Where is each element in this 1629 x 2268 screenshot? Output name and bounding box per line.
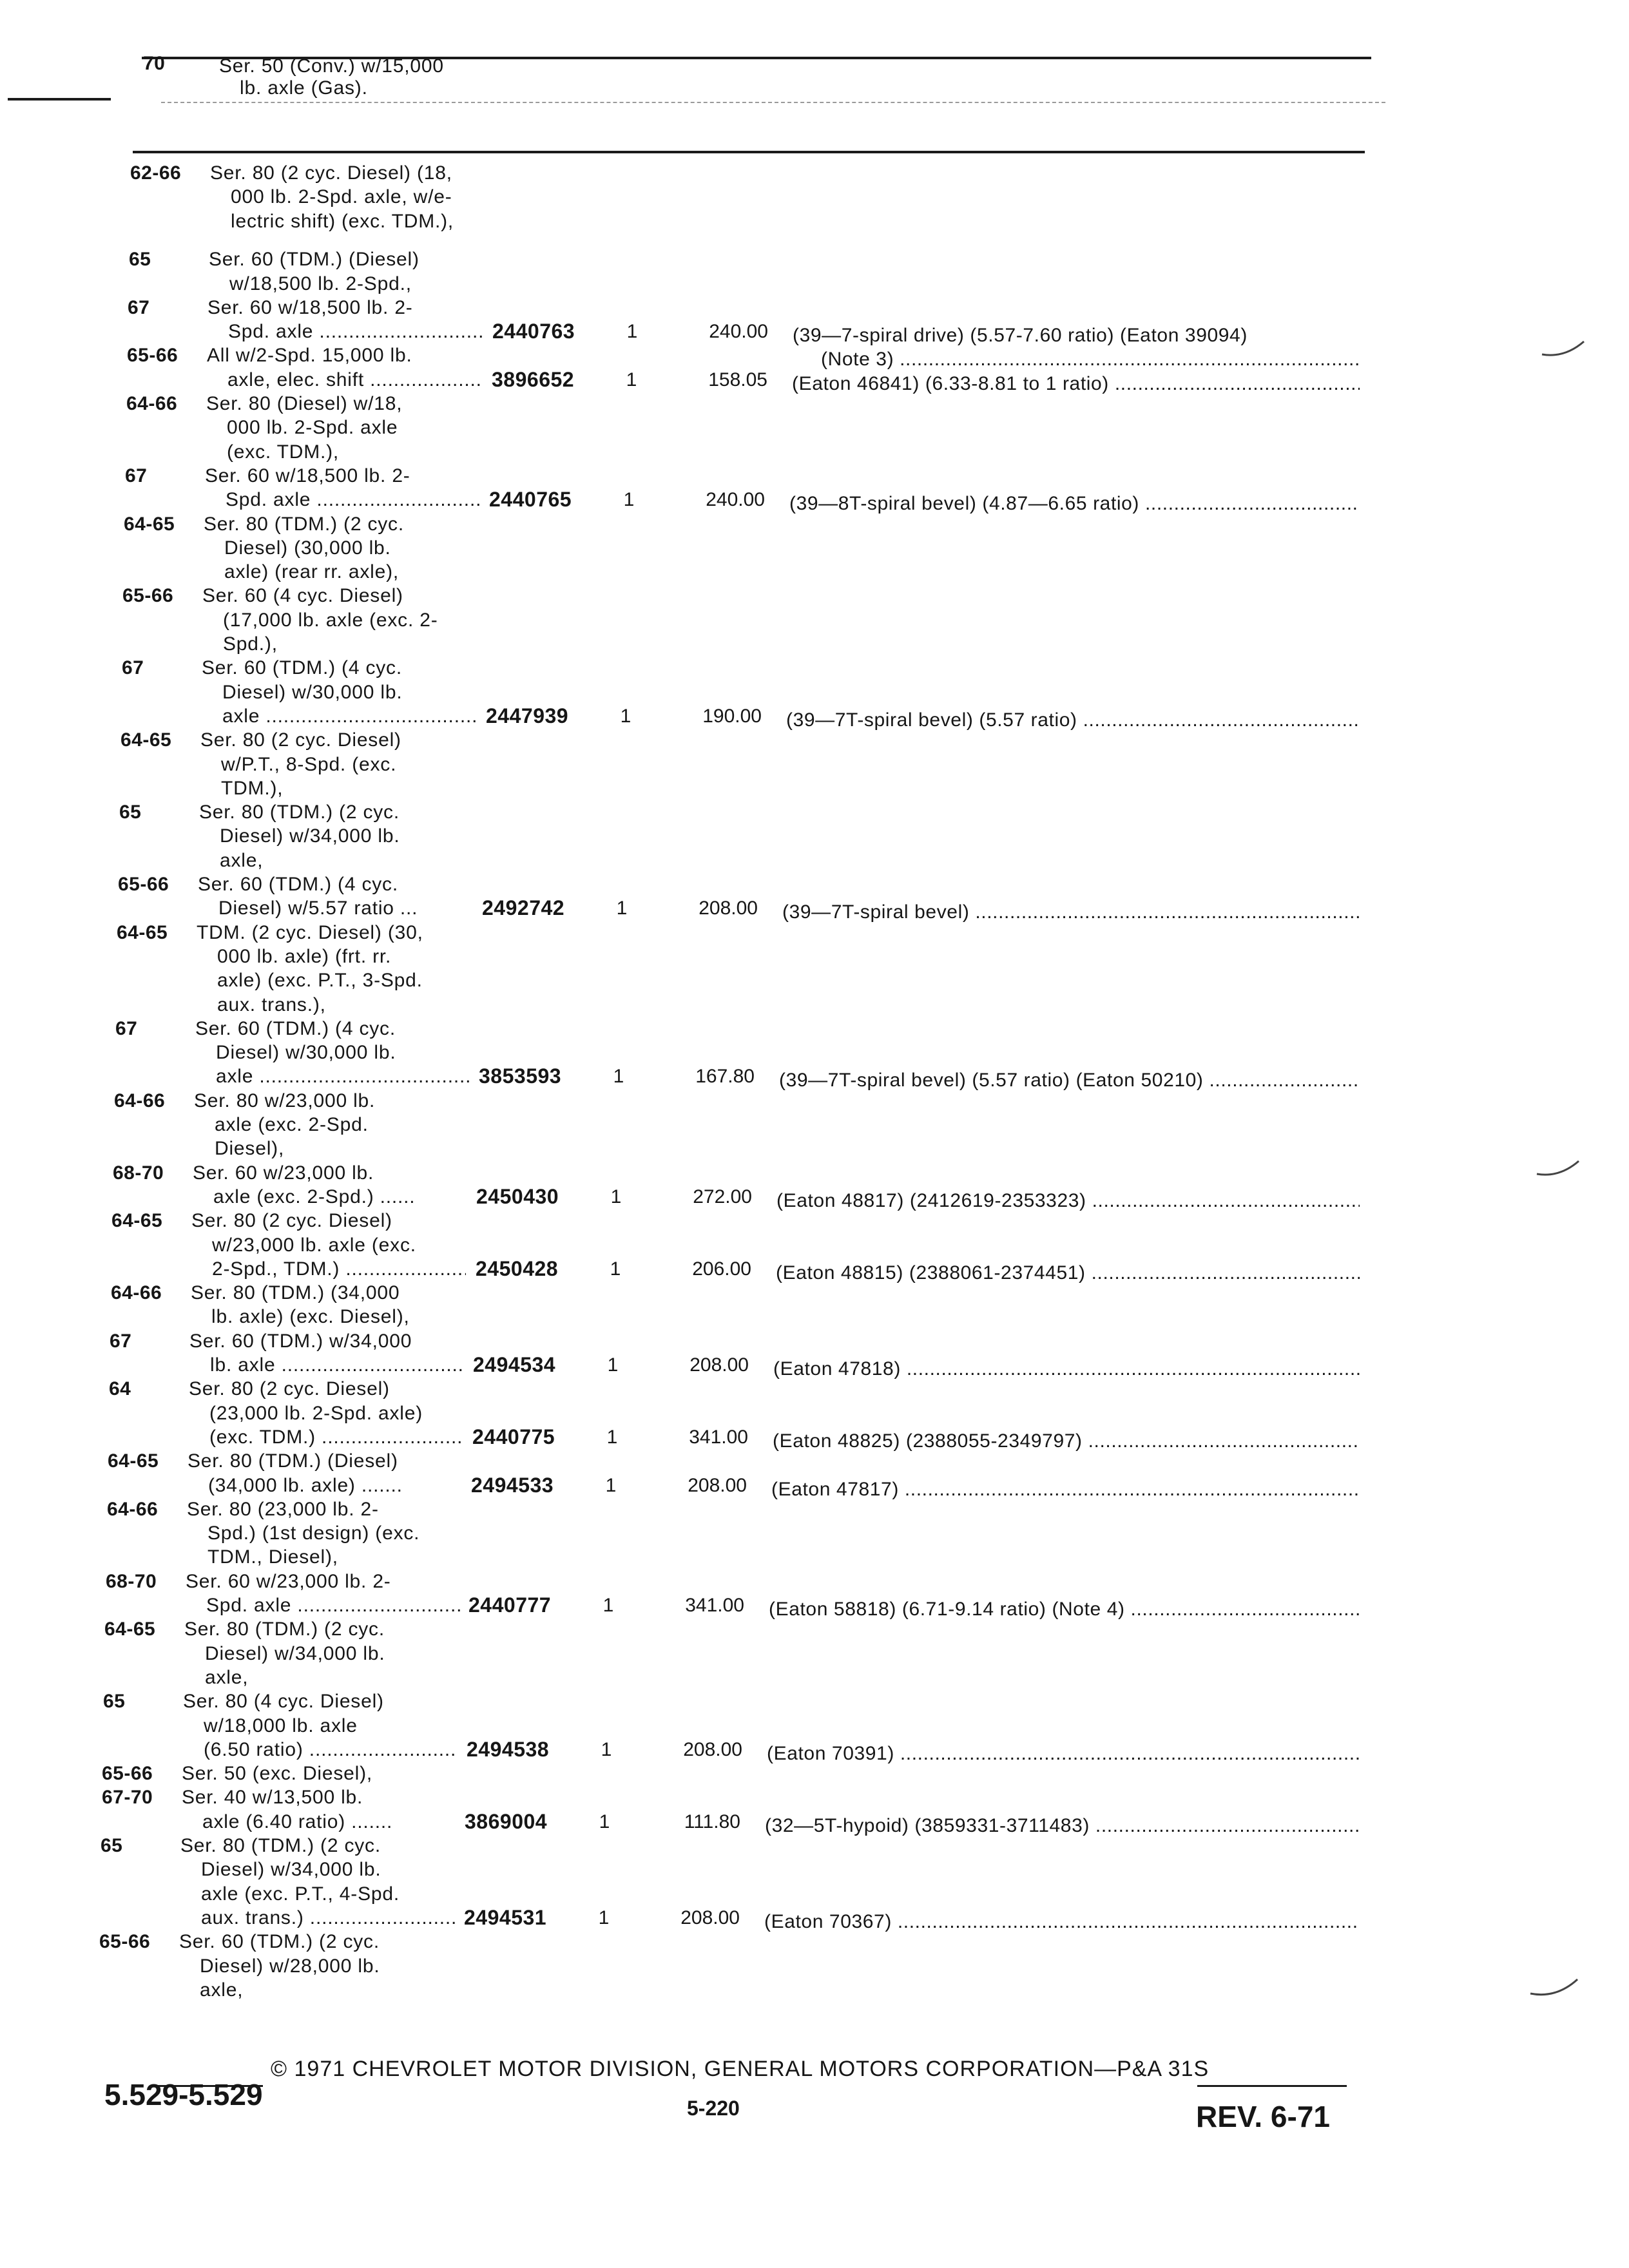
header-year: 70 (143, 53, 166, 74)
row-description-line: Ser. 60 (TDM.) (2 cyc. (179, 1931, 380, 1953)
margin-mark (1527, 1973, 1585, 2001)
quantity: 1 (610, 1258, 621, 1280)
part-number: 3896652 (492, 367, 575, 391)
list-price: 208.00 (683, 1738, 742, 1760)
list-price: 167.80 (695, 1066, 755, 1088)
row-description-line: Ser. 80 w/23,000 lb. (194, 1090, 376, 1111)
row-year: 65 (129, 249, 151, 271)
row-description-line: Diesel) w/34,000 lb. (205, 1642, 385, 1664)
row-year: 67 (115, 1017, 138, 1039)
row-description-line: w/23,000 lb. axle (exc. (212, 1234, 416, 1256)
row-description-line: Spd.) (1st design) (exc. (207, 1523, 420, 1544)
list-price: 190.00 (702, 705, 762, 727)
row-description-line: Ser. 60 w/23,000 lb. (193, 1162, 374, 1184)
row-year: 65 (103, 1691, 126, 1713)
row-year: 64-66 (111, 1282, 162, 1304)
row-description-line: Diesel) (30,000 lb. (224, 537, 391, 559)
row-description-line: 000 lb. axle) (frt. rr. (217, 945, 392, 967)
quantity: 1 (620, 705, 631, 727)
row-description-line: axle, (205, 1666, 249, 1688)
part-note: (Eaton 70367) ..... (764, 1911, 1360, 1933)
list-price: 240.00 (709, 321, 768, 343)
row-description-line: (17,000 lb. axle (exc. 2- (223, 609, 438, 631)
row-description-line: Ser. 80 (TDM.) (34,000 (191, 1282, 400, 1304)
row-description-line: axle ..... (216, 1066, 470, 1088)
row-description-line: Spd. axle ..... (206, 1595, 460, 1617)
row-description-line: Ser. 60 (4 cyc. Diesel) (202, 585, 403, 607)
row-year: 64-65 (104, 1619, 156, 1640)
row-description-line: Ser. 80 (TDM.) (2 cyc. (204, 513, 404, 535)
part-number: 2440765 (489, 488, 572, 512)
row-description-line: Ser. 60 (TDM.) w/34,000 (189, 1330, 412, 1352)
row-description-line: Ser. 60 w/18,500 lb. 2- (207, 296, 413, 318)
list-price: 208.00 (689, 1354, 749, 1376)
row-year: 65 (101, 1835, 123, 1857)
quantity: 1 (599, 1811, 610, 1832)
row-description-line: (exc. TDM.), (227, 441, 340, 463)
row-description-line: axle, (200, 1979, 244, 2001)
row-description-line: Ser. 80 (4 cyc. Diesel) (183, 1691, 384, 1713)
row-year: 64-65 (117, 921, 168, 943)
revision-label: REV. 6-71 (1196, 2100, 1330, 2133)
row-description-line: TDM. (2 cyc. Diesel) (30, (197, 921, 423, 943)
row-description-line: Diesel) w/34,000 lb. (201, 1859, 381, 1881)
row-description-line: Ser. 50 (exc. Diesel), (182, 1763, 373, 1785)
row-year: 64-66 (114, 1090, 166, 1111)
quantity: 1 (602, 1595, 614, 1617)
row-description-line: axle (6.40 ratio) ....... (202, 1811, 393, 1832)
row-year: 67 (125, 465, 148, 486)
row-description-line: Ser. 80 (2 cyc. Diesel) (189, 1378, 390, 1400)
part-number: 2440775 (472, 1425, 555, 1448)
row-year: 64-65 (108, 1450, 159, 1472)
part-number: 2447939 (486, 704, 569, 727)
row-description-line: (exc. TDM.) ..... (209, 1427, 463, 1448)
row-description-line: Ser. 60 (TDM.) (Diesel) (209, 249, 419, 271)
footer-rule-right (1197, 2085, 1347, 2087)
row-description-line: Ser. 80 (TDM.) (2 cyc. (184, 1619, 385, 1640)
row-year: 67 (122, 657, 144, 679)
row-description-line: Spd. axle ..... (226, 489, 479, 511)
row-description-line: Diesel) w/30,000 lb. (222, 681, 403, 703)
header-model-line: Ser. 50 (Conv.) w/15,000 (219, 55, 444, 77)
row-year: 65 (119, 802, 142, 823)
row-description-line: Spd.), (223, 633, 278, 655)
page-number: 5-220 (687, 2097, 740, 2120)
quantity: 1 (606, 1426, 618, 1448)
part-number: 2450428 (476, 1256, 559, 1280)
row-year: 67 (110, 1330, 132, 1352)
row-description-line: 000 lb. 2-Spd. axle (227, 417, 398, 439)
row-description-line: TDM.), (221, 777, 284, 799)
row-description-line: Diesel) w/34,000 lb. (220, 825, 400, 847)
part-number: 2494531 (464, 1905, 547, 1929)
row-description-line: axle, elec. shift ..... (227, 369, 481, 391)
part-note: (39—7-spiral drive) (5.57-7.60 ratio) (Eaton 39094) (793, 325, 1248, 347)
part-number: 3869004 (465, 1809, 548, 1833)
row-description-line: axle) (rear rr. axle), (224, 561, 399, 583)
row-description-line: Ser. 80 (2 cyc. Diesel) (200, 729, 401, 751)
row-description-line: 2-Spd., TDM.) ..... (212, 1258, 466, 1280)
part-note: (39—7T-spiral bevel) ..... (782, 901, 1360, 923)
quantity: 1 (626, 369, 637, 390)
row-description-line: lb. axle) (exc. Diesel), (211, 1306, 410, 1328)
row-description-line: axle ..... (222, 706, 476, 727)
row-description-line: All w/2-Spd. 15,000 lb. (207, 345, 412, 367)
part-number: 2492742 (482, 896, 565, 920)
part-note: (Eaton 48825) (2388055-2349797) ..... (773, 1430, 1360, 1452)
row-description-line: Ser. 80 (23,000 lb. 2- (187, 1498, 379, 1520)
row-description-line: lb. axle ..... (210, 1354, 464, 1376)
row-description-line: axle (exc. 2-Spd.) ...... (213, 1186, 416, 1207)
part-note: (32—5T-hypoid) (3859331-3711483) ..... (765, 1815, 1360, 1837)
copyright-line: © 1971 CHEVROLET MOTOR DIVISION, GENERAL MOTORS CORPORATION—P&A 31S (271, 2057, 1210, 2081)
row-year: 67 (128, 296, 150, 318)
row-description-line: Diesel) w/30,000 lb. (216, 1042, 396, 1064)
row-year: 68-70 (106, 1570, 157, 1592)
row-year: 64-65 (111, 1210, 163, 1232)
row-year: 65-66 (99, 1931, 151, 1953)
row-description-line: TDM., Diesel), (207, 1546, 338, 1568)
row-description-line: axle, (220, 849, 264, 871)
cut-line (161, 102, 1385, 103)
part-number: 2450430 (476, 1184, 559, 1208)
row-description-line: Ser. 40 w/13,500 lb. (182, 1787, 363, 1809)
part-number: 3853593 (479, 1064, 562, 1088)
row-year: 64-66 (126, 393, 178, 415)
row-year: 65-66 (102, 1763, 153, 1785)
list-price: 111.80 (684, 1811, 740, 1832)
part-number: 2494538 (467, 1737, 550, 1761)
row-description-line: Ser. 80 (TDM.) (2 cyc. (180, 1835, 381, 1857)
row-description-line: axle) (exc. P.T., 3-Spd. (217, 970, 423, 992)
quantity: 1 (616, 898, 628, 919)
row-description-line: aux. trans.) ..... (201, 1907, 455, 1929)
row-description-line: (23,000 lb. 2-Spd. axle) (209, 1402, 423, 1424)
row-description-line: axle (exc. P.T., 4-Spd. (201, 1883, 400, 1905)
row-description-line: Ser. 60 w/18,500 lb. 2- (205, 465, 410, 486)
row-year: 64-65 (124, 513, 175, 535)
row-year: 65-66 (118, 874, 169, 896)
part-note: (Note 3) ..... (821, 349, 1360, 370)
list-price: 206.00 (692, 1258, 751, 1280)
row-description-line: Ser. 80 (TDM.) (Diesel) (188, 1450, 398, 1472)
row-year: 67-70 (102, 1787, 153, 1809)
list-price: 208.00 (688, 1474, 747, 1496)
row-description-line: w/18,000 lb. axle (204, 1715, 358, 1736)
quantity: 1 (607, 1354, 619, 1376)
row-description-line: (6.50 ratio) ..... (204, 1739, 458, 1761)
list-price: 158.05 (708, 369, 767, 390)
list-price: 208.00 (680, 1907, 740, 1928)
quantity: 1 (605, 1474, 617, 1496)
part-note: (39—7T-spiral bevel) (5.57 ratio) ..... (786, 709, 1360, 731)
part-note: (Eaton 70391) ..... (767, 1743, 1360, 1765)
part-note: (39—8T-spiral bevel) (4.87—6.65 ratio) ..... (789, 493, 1360, 515)
part-note: (Eaton 48817) (2412619-2353323) ..... (776, 1190, 1360, 1212)
quantity: 1 (623, 489, 635, 511)
row-year: 65-66 (122, 585, 174, 607)
row-year: 62-66 (130, 162, 182, 184)
margin-mark (1539, 335, 1590, 361)
row-description-line: Ser. 60 (TDM.) (4 cyc. (198, 874, 398, 896)
part-number: 2440777 (468, 1593, 552, 1617)
list-price: 341.00 (685, 1595, 744, 1617)
quantity: 1 (601, 1738, 612, 1760)
list-price: 240.00 (706, 489, 765, 511)
list-price: 341.00 (689, 1426, 748, 1448)
quantity: 1 (598, 1907, 610, 1928)
row-description-line: Ser. 60 w/23,000 lb. 2- (186, 1570, 391, 1592)
margin-mark (1534, 1155, 1585, 1180)
part-note: (Eaton 48815) (2388061-2374451) ..... (776, 1262, 1360, 1284)
row-description-line: Spd. axle ..... (228, 321, 482, 343)
row-description-line: Ser. 80 (Diesel) w/18, (206, 393, 403, 415)
row-description-line: (34,000 lb. axle) ....... (208, 1474, 403, 1496)
quantity: 1 (613, 1066, 624, 1088)
scan-edge-mark (8, 98, 111, 101)
row-description-line: Diesel), (215, 1138, 285, 1160)
part-note: (Eaton 47817) ..... (771, 1479, 1360, 1501)
part-number: 2494534 (473, 1353, 556, 1377)
part-note: (Eaton 58818) (6.71-9.14 ratio) (Note 4) ..... (769, 1599, 1360, 1620)
quantity: 1 (610, 1186, 622, 1207)
part-note: (Eaton 46841) (6.33-8.81 to 1 ratio) ..... (792, 373, 1360, 395)
part-number: 2440763 (492, 320, 575, 343)
row-description-line: lectric shift) (exc. TDM.), (231, 210, 454, 232)
row-description-line: 000 lb. 2-Spd. axle, w/e- (231, 186, 452, 208)
row-description-line: axle (exc. 2-Spd. (215, 1114, 369, 1136)
row-year: 64-65 (120, 729, 172, 751)
table-top-rule (133, 151, 1365, 153)
row-description-line: Ser. 80 (2 cyc. Diesel) (18, (210, 162, 452, 184)
row-description-line: Ser. 80 (2 cyc. Diesel) (191, 1210, 392, 1232)
part-number: 2494533 (471, 1473, 554, 1497)
quantity: 1 (626, 321, 638, 343)
part-note: (39—7T-spiral bevel) (5.57 ratio) (Eaton 50210) ..... (779, 1070, 1360, 1091)
header-model-line: lb. axle (Gas). (240, 77, 368, 99)
row-description-line: Diesel) w/5.57 ratio ... (218, 898, 418, 919)
row-description-line: Ser. 60 (TDM.) (4 cyc. (202, 657, 402, 679)
row-year: 65-66 (127, 345, 178, 367)
part-note: (Eaton 47818) ..... (773, 1358, 1360, 1380)
row-year: 64 (109, 1378, 131, 1400)
row-description-line: Diesel) w/28,000 lb. (200, 1955, 380, 1977)
row-description-line: Ser. 80 (TDM.) (2 cyc. (199, 802, 400, 823)
list-price: 208.00 (699, 898, 758, 919)
row-year: 64-66 (107, 1498, 159, 1520)
row-description-line: Ser. 60 (TDM.) (4 cyc. (195, 1017, 396, 1039)
row-description-line: w/18,500 lb. 2-Spd., (229, 273, 412, 294)
section-number: 5.529-5.529 (104, 2078, 263, 2111)
row-year: 68-70 (113, 1162, 164, 1184)
list-price: 272.00 (693, 1186, 752, 1207)
row-description-line: w/P.T., 8-Spd. (exc. (221, 753, 397, 775)
row-description-line: aux. trans.), (217, 994, 326, 1015)
